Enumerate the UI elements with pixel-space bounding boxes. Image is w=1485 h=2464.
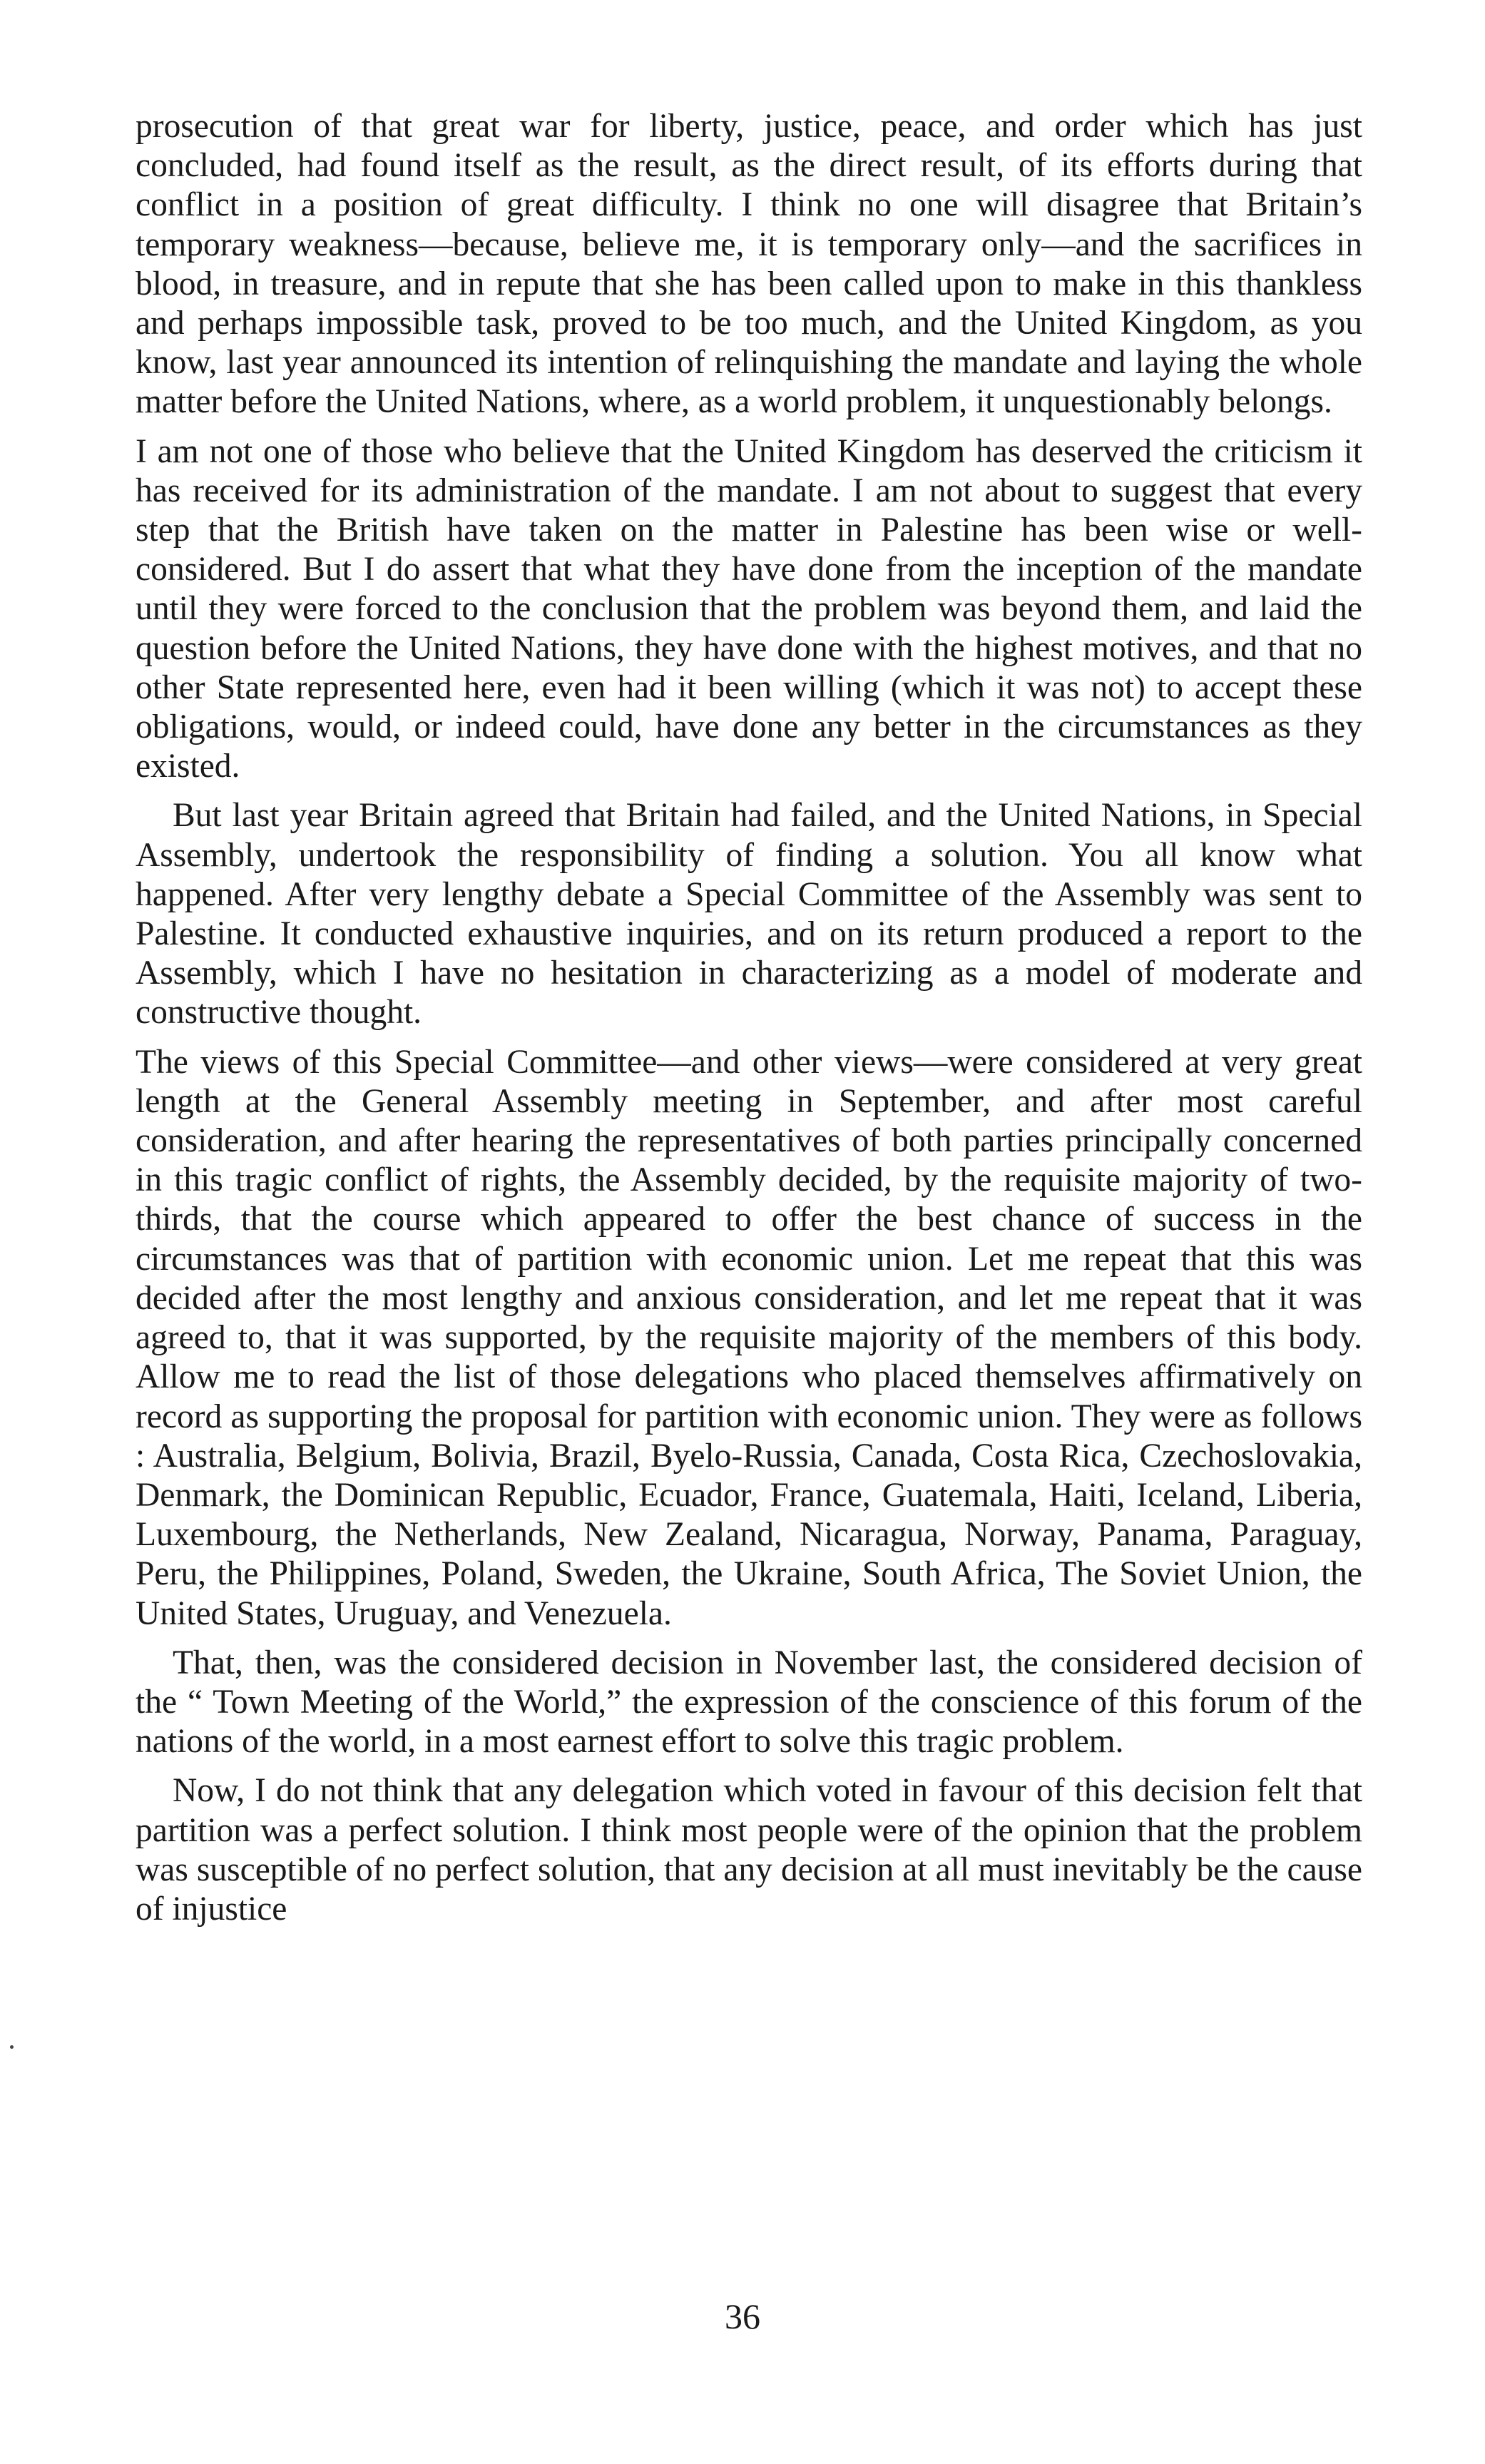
paragraph-3: But last year Britain agreed that Britain had failed, and the United Nations, in Special Assembly, undertook the responsibility of finding a solution. You all know what happened. After very lengthy debate a Special Committee of the Assembly was sent to Palestine. It conducted exhaustive inquiries, and on its return produced a report to the Assembly, which I have no hesitation in characterizing as a model of moderate and constructive thought. bbox=[136, 797, 1362, 1032]
paragraph-1: prosecution of that great war for liberty, justice, peace, and order which has just concluded, had found itself as the result, as the direct result, of its efforts during that conflict in a position of great difficulty. I think no one will disagree that Britain’s temporary weakness—because, believe me, it is temporary only—and the sacrifices in blood, in treasure, and in repute that she has been called upon to make in this thankless and perhaps impossible task, proved to be too much, and the United Kingdom, as you know, last year announced its intention of relinquishing the mandate and laying the whole matter before the United Nations, where, as a world problem, it unquestionably belongs. bbox=[136, 108, 1362, 421]
paragraph-2: I am not one of those who believe that the United Kingdom has deserved the criticism it has received for its administration of the mandate. I am not about to suggest that every step that the British have taken on the matter in Palestine has been wise or well-considered. But I do assert that what they have done from the inception of the mandate until they were forced to the conclusion that the problem was beyond them, and laid the question before the United Nations, they have done with the highest motives, and that no other State represented here, even had it been willing (which it was not) to accept these obligations, would, or indeed could, have done any better in the circumstances as they existed. bbox=[136, 432, 1362, 785]
margin-mark bbox=[10, 2045, 14, 2049]
page-body bbox=[136, 107, 1362, 1939]
paragraph-4: The views of this Special Committee—and other views—were considered at very great length at the General Assembly meeting in September, and after most careful consideration, and after hearing the representatives of both parties principally concerned in this tragic conflict of rights, the Assembly decided, by the requisite majority of two-thirds, that the course which appeared to offer the best chance of success in the circumstances was that of partition with economic union. Let me repeat that this was decided after the most lengthy and anxious consideration, and let me repeat that it was agreed to, that it was supported, by the requisite majority of the members of this body. Allow me to read the list of those delegations who placed themselves affirmatively on record as supporting the proposal for partition with economic union. They were as follows : Australia, Belgium, Bolivia, Brazil, Byelo-Russia, Canada, Costa Rica, Czechoslovakia, Denmark, the Dominican Republic, Ecuador, France, Guatemala, Haiti, Iceland, Liberia, Luxembourg, the Netherlands, New Zealand, Nicaragua, Norway, Panama, Paraguay, Peru, the Philippines, Poland, Sweden, the Ukraine, South Africa, The Soviet Union, the United States, Uruguay, and Venezuela. bbox=[136, 1043, 1362, 1632]
paragraph-5: That, then, was the considered decision in November last, the considered decision of the “ Town Meeting of the World,” the expression of the conscience of this forum of the nations of the world, in a most earnest effort to solve this tragic problem. bbox=[136, 1644, 1362, 1761]
page-number: 36 bbox=[725, 2296, 760, 2336]
paragraph-6: Now, I do not think that any delegation which voted in favour of this decision felt that partition was a perfect solution. I think most people were of the opinion that the problem was susceptible of no perfect solution, that any decision at all must inevitably be the cause of injustice bbox=[136, 1772, 1362, 1928]
